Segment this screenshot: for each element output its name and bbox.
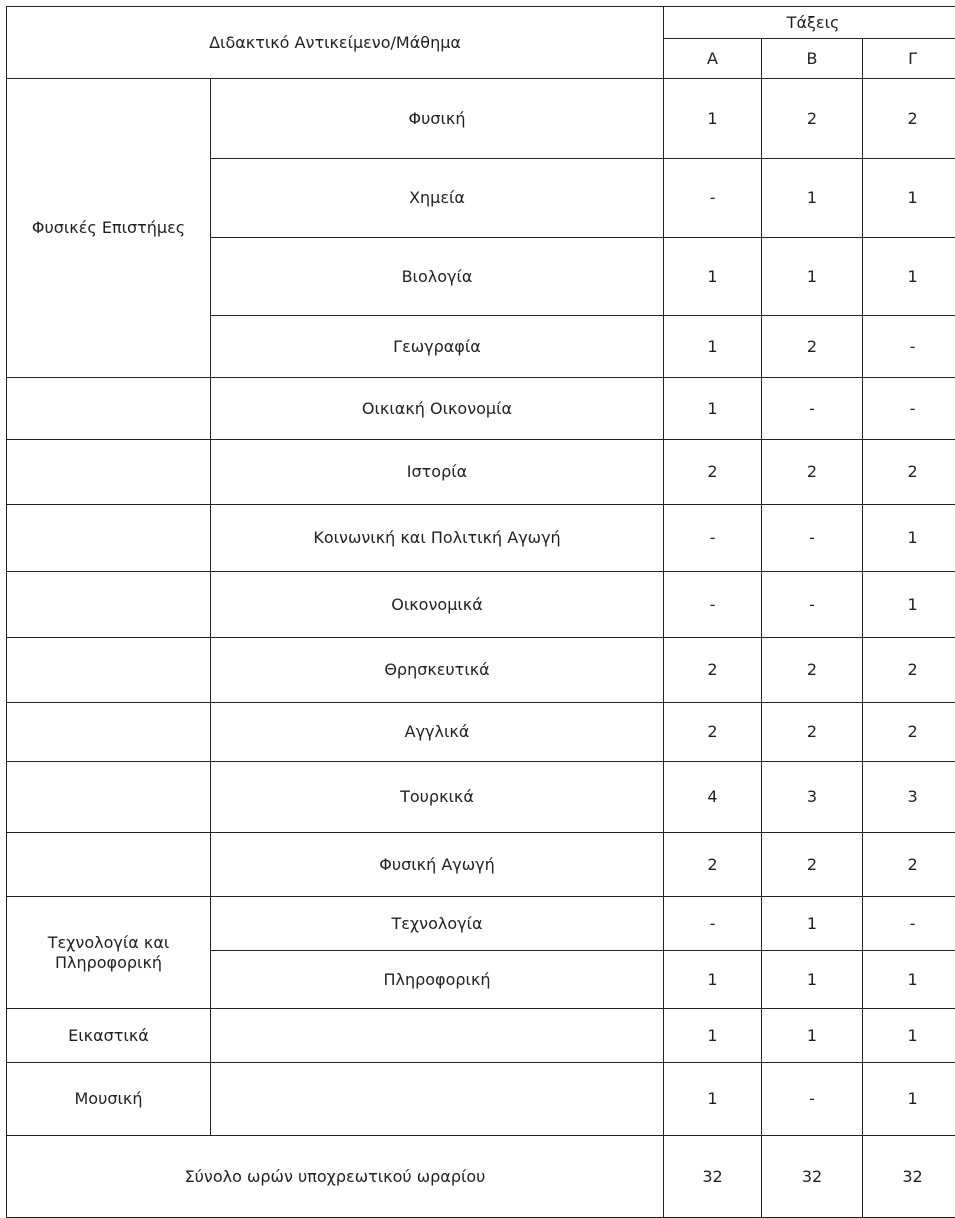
table-row [7,1063,955,1136]
value-c: - [863,316,955,378]
grade-a-header: Α [664,39,762,79]
value-a: - [664,897,762,951]
subject-header: Διδακτικό Αντικείμενο/Μάθημα [7,7,664,79]
value-a: 1 [664,378,762,440]
table-row [7,440,955,505]
value-a: 2 [664,440,762,505]
subject-cell: Οικιακή Οικονομία [211,378,664,440]
value-b: 1 [762,238,863,316]
group-arts: Εικαστικά [7,1009,211,1063]
table-row [7,572,955,638]
value-b: - [762,1063,863,1136]
value-b: 1 [762,897,863,951]
value-a: - [664,505,762,572]
value-b: 1 [762,159,863,238]
value-a: 2 [664,638,762,703]
group-cell-empty [7,505,211,572]
subject-cell: Τεχνολογία [211,897,664,951]
value-a: 1 [664,316,762,378]
value-a: 2 [664,703,762,762]
value-c: 1 [863,572,955,638]
subject-cell: Χημεία [211,159,664,238]
table-row [7,638,955,703]
group-music: Μουσική [7,1063,211,1136]
subject-cell [211,1063,664,1136]
value-c: - [863,378,955,440]
curriculum-table [6,6,955,1218]
value-a: 1 [664,951,762,1009]
group-cell-empty [7,833,211,897]
group-cell-empty [7,762,211,833]
subject-cell: Γεωγραφία [211,316,664,378]
value-c: 2 [863,833,955,897]
subject-cell: Τουρκικά [211,762,664,833]
value-c: 1 [863,505,955,572]
group-cell-empty [7,703,211,762]
value-c: 1 [863,951,955,1009]
subject-cell: Θρησκευτικά [211,638,664,703]
table-row [7,833,955,897]
grade-c-header: Γ [863,39,955,79]
value-a: 4 [664,762,762,833]
group-technology: Τεχνολογία και Πληροφορική [7,897,211,1009]
value-a: 1 [664,238,762,316]
value-c: 2 [863,79,955,159]
value-a: 1 [664,1063,762,1136]
total-label: Σύνολο ωρών υποχρεωτικού ωραρίου [7,1136,664,1218]
value-c: 1 [863,1009,955,1063]
subject-cell: Οικονομικά [211,572,664,638]
value-b: - [762,572,863,638]
grade-b-header: Β [762,39,863,79]
value-c: 1 [863,238,955,316]
value-b: 2 [762,638,863,703]
table-row [7,378,955,440]
header-row [7,7,955,39]
value-b: 2 [762,440,863,505]
total-c: 32 [863,1136,955,1218]
value-b: 2 [762,703,863,762]
total-a: 32 [664,1136,762,1218]
value-b: - [762,505,863,572]
value-b: - [762,378,863,440]
subject-cell: Βιολογία [211,238,664,316]
value-b: 2 [762,316,863,378]
subject-cell: Πληροφορική [211,951,664,1009]
group-cell-empty [7,572,211,638]
table-row [7,505,955,572]
value-a: 1 [664,1009,762,1063]
value-b: 1 [762,951,863,1009]
group-cell-empty [7,378,211,440]
group-cell-empty [7,440,211,505]
value-c: - [863,897,955,951]
subject-cell: Ιστορία [211,440,664,505]
table-row [7,897,955,951]
table-row [7,703,955,762]
subject-cell: Αγγλικά [211,703,664,762]
value-a: 1 [664,79,762,159]
value-c: 1 [863,159,955,238]
value-b: 2 [762,79,863,159]
group-science: Φυσικές Επιστήμες [7,79,211,378]
subject-cell: Κοινωνική και Πολιτική Αγωγή [211,505,664,572]
value-c: 3 [863,762,955,833]
value-c: 2 [863,703,955,762]
table-row [7,1009,955,1063]
subject-cell: Φυσική [211,79,664,159]
total-row [7,1136,955,1218]
value-b: 1 [762,1009,863,1063]
value-a: 2 [664,833,762,897]
group-cell-empty [7,638,211,703]
value-b: 3 [762,762,863,833]
value-a: - [664,572,762,638]
subject-cell [211,1009,664,1063]
value-b: 2 [762,833,863,897]
table-row [7,762,955,833]
value-c: 2 [863,638,955,703]
value-a: - [664,159,762,238]
table-row [7,79,955,159]
total-b: 32 [762,1136,863,1218]
value-c: 1 [863,1063,955,1136]
grades-header: Τάξεις [664,7,955,39]
subject-cell: Φυσική Αγωγή [211,833,664,897]
value-c: 2 [863,440,955,505]
